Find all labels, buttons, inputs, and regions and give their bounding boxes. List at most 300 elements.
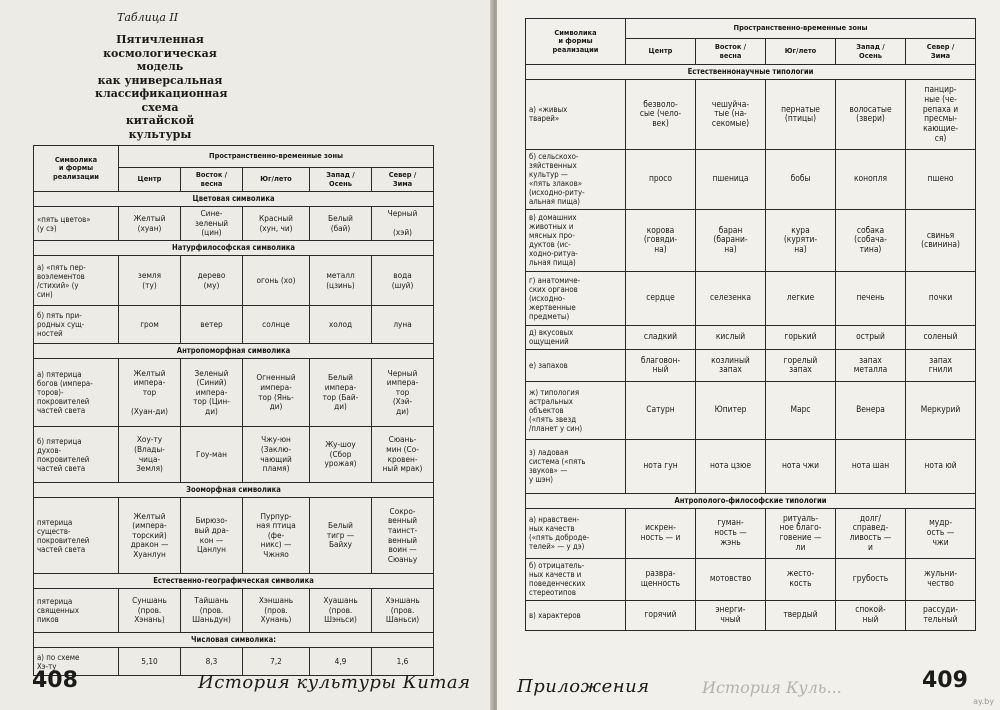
section-title-row (526, 493, 976, 508)
cell-line: сладкий (643, 331, 678, 342)
cell-line: а) по схеме (37, 652, 80, 662)
cell-line: чица- (138, 453, 161, 464)
cell-line: Белый (328, 372, 353, 383)
table-cell (243, 427, 310, 483)
table-cell (243, 359, 310, 427)
cell-line: ди) (269, 401, 283, 412)
cell-line: запах (859, 354, 882, 365)
cell-line: развра- (645, 568, 676, 579)
cell-line: гуман- (717, 517, 744, 528)
cell-line: ные (че- (924, 93, 957, 104)
cell-line: земля (137, 269, 162, 280)
section-title-row (34, 241, 434, 256)
cell-line: тина) (859, 244, 882, 255)
cell-line: Пурпур- (260, 510, 292, 521)
cell-line: огонь (хо) (256, 274, 296, 285)
cell-line: Хэншань (258, 595, 294, 606)
cell-line: соленый (923, 331, 958, 342)
cell-line: ностей (37, 329, 63, 338)
table-row (34, 306, 434, 344)
table-cell (766, 558, 836, 600)
section-title-text: Цветовая символика (192, 194, 275, 204)
cell-line: частей света (37, 544, 86, 554)
cell-line: конопля (854, 173, 887, 184)
row-label (526, 271, 626, 325)
table-cell (696, 600, 766, 630)
cell-line: селезенка (710, 292, 751, 303)
zone-header (626, 39, 696, 65)
row-label (34, 359, 119, 427)
cell-line: стереотипов (529, 588, 576, 598)
cell-line: тор (Бай- (322, 391, 359, 402)
table-cell (766, 149, 836, 209)
cell-line: ность — и (640, 532, 681, 543)
table-cell (626, 381, 696, 439)
table-cell (626, 508, 696, 558)
cell-line: (исходно-риту- (529, 188, 585, 198)
table-cell (906, 600, 976, 630)
symbol-column-header (526, 19, 626, 65)
cell-line: Юг/лето (784, 46, 817, 56)
row-label (34, 589, 119, 633)
table-cell (766, 439, 836, 493)
cell-line: таинст- (387, 524, 418, 535)
cell-line: ный мрак) (382, 463, 423, 474)
cell-line: частей света (37, 463, 86, 473)
cell-line: Белый (328, 520, 353, 531)
cell-line: (пров. (264, 604, 288, 615)
cell-line: говение — (779, 532, 822, 543)
cell-line: /планет у син) (529, 423, 583, 433)
cell-line: дуктов (ис- (529, 240, 571, 250)
table-cell (119, 359, 181, 427)
cell-line: в) характеров (529, 610, 581, 620)
cell-line: альная пища) (529, 197, 581, 207)
cell-line: холод (328, 318, 353, 329)
cosmology-table-part-1 (33, 145, 434, 676)
table-cell (836, 209, 906, 271)
table-cell (626, 79, 696, 149)
table-cell (181, 359, 243, 427)
table-cell (181, 207, 243, 241)
table-cell (310, 306, 372, 344)
table-cell (626, 439, 696, 493)
table-cell (119, 498, 181, 574)
table-row (526, 558, 976, 600)
cell-line: классификационная схема (95, 87, 228, 114)
cell-line: ли (795, 541, 806, 552)
cell-line: вый дра- (194, 524, 229, 535)
table-cell (906, 149, 976, 209)
cell-line: а) нравствен- (529, 515, 580, 525)
cell-line: корова (646, 224, 675, 235)
table-cell (836, 149, 906, 209)
cell-line: Чжняо (263, 548, 289, 559)
cell-line: в) домашних (529, 213, 577, 223)
zone-header (836, 39, 906, 65)
cell-line: просо (648, 173, 673, 184)
cell-line: реализации (552, 44, 599, 54)
cell-line: кон — (199, 534, 224, 545)
cell-line: (хэй) (393, 227, 412, 238)
cell-line: Черный (387, 367, 418, 378)
table-cell (626, 325, 696, 349)
table-cell (696, 381, 766, 439)
cell-line: Меркурий (920, 404, 961, 415)
cell-line: Хоу-ту (136, 434, 163, 445)
table-number: Таблица II (117, 11, 179, 24)
cell-line: тор (Цин- (193, 396, 230, 407)
table-cell (906, 79, 976, 149)
zone-header (696, 39, 766, 65)
table-cell (243, 306, 310, 344)
zone-header (906, 39, 976, 65)
cell-line: справед- (852, 522, 889, 533)
cell-line: печень (856, 292, 885, 303)
cell-line: богов (импера- (37, 379, 93, 388)
table-cell (906, 325, 976, 349)
cell-line: (барани- (713, 234, 748, 245)
section-title (34, 633, 434, 648)
cell-line: кура (791, 224, 810, 235)
cell-line: ди) (334, 401, 347, 412)
cell-line: 4,9 (334, 655, 347, 666)
cell-line: чешуйча- (711, 98, 750, 109)
zones-title-text: Пространственно-временные зоны (733, 23, 868, 33)
cell-line: зеленый (194, 217, 229, 228)
table-cell (766, 271, 836, 325)
cell-line: репаха и (922, 103, 959, 114)
section-title (526, 65, 976, 80)
table-cell (626, 349, 696, 381)
cell-line: (хуан) (137, 222, 162, 233)
table-cell (181, 589, 243, 633)
cell-line: искрен- (645, 522, 676, 533)
zone-header (243, 168, 310, 192)
section-title-text: Натурфилософская символика (172, 243, 295, 253)
cell-line: и формы (558, 36, 593, 46)
cell-line: 1,6 (396, 655, 409, 666)
table-cell (372, 306, 434, 344)
cell-line: луна (393, 318, 412, 329)
cell-line: Запад / (856, 41, 885, 51)
cell-line: (цин) (201, 227, 222, 238)
cell-line: Шаньси) (385, 614, 420, 625)
table-row (526, 349, 976, 381)
cell-line: Восток / (195, 169, 228, 179)
table-cell (906, 558, 976, 600)
cell-line: тор (395, 386, 410, 397)
cell-line: б) сельскохо- (529, 152, 579, 162)
cell-line: Хэншань (385, 595, 420, 606)
table-row (526, 381, 976, 439)
table-cell (181, 306, 243, 344)
cell-line: жесто- (786, 568, 815, 579)
row-label (526, 349, 626, 381)
section-title (526, 493, 976, 508)
table-cell (836, 600, 906, 630)
cell-line: мудр- (929, 517, 952, 528)
table-cell (696, 325, 766, 349)
table-cell (836, 325, 906, 349)
table-cell (372, 498, 434, 574)
cell-line: (бай) (330, 222, 351, 233)
cell-line: Шаньдун) (192, 614, 231, 625)
table-row (34, 427, 434, 483)
cell-line: (исходно- (529, 293, 565, 303)
table-caption (95, 33, 228, 141)
cell-line: Байху (328, 539, 353, 550)
cell-line: легкие (786, 292, 815, 303)
cell-line: пламя) (262, 463, 290, 474)
cell-line: чество (927, 578, 954, 589)
cell-line: 8,3 (205, 655, 218, 666)
cell-line: б) пятерица (37, 436, 82, 446)
cell-line: пресмы- (924, 113, 957, 124)
table-cell (836, 271, 906, 325)
cell-line: Центр (648, 46, 673, 56)
cell-line: животных и (529, 222, 574, 232)
cell-line: покровителей (37, 535, 90, 545)
cell-line: объектов (529, 405, 564, 415)
table-cell (696, 508, 766, 558)
cell-line: а) «живых (529, 105, 568, 115)
table-cell (310, 256, 372, 306)
cell-line: (ту) (142, 279, 157, 290)
table-cell (119, 306, 181, 344)
cell-line: астральных (529, 396, 573, 406)
table-cell (766, 381, 836, 439)
cell-line: Зима (392, 178, 413, 188)
cell-line: гром (140, 318, 159, 329)
table-cell (310, 207, 372, 241)
table-cell (119, 207, 181, 241)
cell-line: Хунань) (260, 614, 292, 625)
cell-line: (хун, чи) (259, 222, 293, 233)
cell-line: мясных про- (529, 231, 575, 241)
cell-line: (куряти- (783, 234, 818, 245)
cell-line: острый (856, 331, 885, 342)
table-cell (626, 149, 696, 209)
cell-line: (говяди- (643, 234, 678, 245)
cell-line: пятерица (37, 517, 73, 527)
cell-line: ди) (396, 405, 409, 416)
header-row (34, 146, 434, 168)
table-cell (181, 427, 243, 483)
cell-line: духов- (37, 445, 62, 455)
cell-line: ность — (714, 527, 747, 538)
cell-line: торов)- (37, 388, 64, 397)
section-title (34, 483, 434, 498)
cell-line: б) отрицатель- (529, 561, 585, 571)
cell-line: («пять доброде- (529, 533, 590, 543)
cell-line: ходно-ритуа- (529, 249, 578, 259)
cell-line: ливость — (849, 532, 892, 543)
cell-line: пшеница (712, 173, 749, 184)
cell-line: Восток / (714, 41, 747, 51)
cell-line: тварей» (529, 114, 560, 124)
cell-line: гнили (928, 364, 953, 375)
table-cell (766, 508, 836, 558)
cell-line: Хэ-ту (37, 661, 57, 671)
cell-line: горелый (783, 354, 818, 365)
cell-line: импера- (133, 377, 166, 388)
cell-line: (Синий) (196, 377, 227, 388)
cell-line: чжи (932, 536, 949, 547)
cell-line: (пров. (137, 604, 162, 615)
cell-line: нота чжи (781, 460, 820, 471)
cell-line: Символика (54, 154, 98, 164)
section-title-text: Антрополого-философские типологии (674, 495, 827, 505)
cell-line: космологическая модель (103, 46, 217, 73)
table-cell (626, 209, 696, 271)
cell-line: дракон — (130, 539, 169, 550)
cell-line: грубость (852, 573, 889, 584)
row-label (34, 498, 119, 574)
cell-line: Юпитер (714, 404, 747, 415)
cell-line: «пять злаков» (529, 179, 583, 189)
table-cell (766, 209, 836, 271)
cell-line: собака (856, 224, 885, 235)
table-cell (906, 381, 976, 439)
cell-line: сердце (646, 292, 675, 303)
cell-line: культур — (529, 170, 568, 180)
cell-line: (Хуан-ди) (130, 405, 169, 416)
table-cell (119, 648, 181, 676)
zone-header (181, 168, 243, 192)
section-title (34, 344, 434, 359)
cell-line: пшено (927, 173, 954, 184)
cell-line: нота юй (924, 460, 957, 471)
cell-line: тор (Янь- (258, 391, 294, 402)
cell-line: венный (387, 515, 418, 526)
cell-line: (у сэ) (37, 223, 57, 233)
cell-line: горячий (644, 609, 677, 620)
cell-line: Сюаньу (387, 553, 418, 564)
cell-line: пиков (37, 615, 59, 624)
cell-line: бобы (790, 173, 811, 184)
cell-line: кость (789, 578, 812, 589)
cell-line: и (868, 541, 873, 552)
cell-line: Белый (328, 212, 353, 223)
zones-title (626, 19, 976, 39)
table-cell (243, 207, 310, 241)
cell-line: жэнь (720, 536, 741, 547)
cell-line: звуков» — (529, 466, 568, 476)
cell-line: мин (Со- (386, 443, 419, 454)
cell-line: чный (720, 614, 741, 625)
cell-line: как универсальная (97, 73, 223, 87)
cell-line: (Заклю- (260, 443, 292, 454)
cell-line: кающие- (923, 123, 958, 134)
left-page (0, 0, 493, 710)
cell-line: металл (326, 269, 355, 280)
cell-line: Пятичленная (116, 33, 204, 46)
section-title-text: Естественнонаучные типологии (687, 67, 814, 76)
cell-line: Сатурн (646, 404, 675, 415)
cell-line: Земля) (136, 463, 163, 474)
table-cell (181, 498, 243, 574)
cell-line: (Влады- (134, 443, 165, 454)
cell-line: секомые) (711, 118, 750, 129)
row-label (34, 427, 119, 483)
cell-line: ная птица (256, 520, 296, 531)
table-cell (836, 79, 906, 149)
cell-line: (цзинь) (326, 279, 355, 290)
cell-line: существ- (37, 526, 71, 536)
table-cell (696, 271, 766, 325)
cell-line: (пров. (199, 604, 224, 615)
table-cell (310, 498, 372, 574)
table-cell (696, 558, 766, 600)
table-cell (310, 427, 372, 483)
cell-line: энерги- (715, 604, 746, 615)
cell-line: покровителей (37, 454, 90, 464)
zone-header (310, 168, 372, 192)
cell-line: льная пища) (529, 258, 576, 268)
row-label (34, 306, 119, 344)
table-row (526, 325, 976, 349)
table-cell (696, 439, 766, 493)
cell-line: жертвенные (529, 302, 576, 312)
section-title-row (34, 633, 434, 648)
cell-line: торский) (132, 529, 167, 540)
row-label (526, 325, 626, 349)
table-cell (119, 256, 181, 306)
cell-line: Желтый (133, 510, 166, 521)
zone-header (766, 39, 836, 65)
cell-line: (Хэй- (392, 396, 413, 407)
cell-line: (пров. (328, 604, 353, 615)
row-label (34, 256, 119, 306)
cell-line: сые (чело- (639, 108, 682, 119)
section-title-text: Зооморфная символика (186, 485, 281, 495)
cell-line: ся) (934, 132, 947, 143)
cell-line: твердый (783, 609, 818, 620)
table-row (526, 439, 976, 493)
cell-line: козлиный (711, 354, 750, 365)
cell-line: урожая) (324, 458, 357, 469)
bleed-through-text: История Куль... (702, 678, 842, 697)
cell-line: долг/ (859, 512, 882, 523)
row-label (526, 381, 626, 439)
section-title (34, 192, 434, 207)
table-row (34, 498, 434, 574)
cell-line: пернатые (781, 103, 820, 114)
cell-line: зяйственных (529, 161, 577, 171)
cell-line: запах (719, 364, 742, 375)
cell-line: ных качеств и (529, 570, 582, 580)
cell-line: Гоу-ман (196, 448, 227, 459)
row-label (526, 600, 626, 630)
cell-line: Хуанлун (133, 548, 166, 559)
row-label (526, 149, 626, 209)
cell-line: 7,2 (270, 655, 282, 666)
cell-line: (пров. (390, 604, 415, 615)
cell-line: и формы (58, 163, 94, 173)
cell-line: запах (929, 354, 952, 365)
table-row (526, 508, 976, 558)
cell-line: весна (200, 178, 223, 188)
cell-line: запах (789, 364, 812, 375)
cell-line: Осень (859, 50, 882, 60)
cell-line: (импера- (132, 520, 167, 531)
cell-line: б) пять при- (37, 311, 82, 320)
cell-line: ощущений (529, 337, 569, 347)
cell-line: Чжу-юн (261, 434, 291, 445)
cell-line: з) ладовая (529, 448, 569, 458)
section-title (34, 241, 434, 256)
